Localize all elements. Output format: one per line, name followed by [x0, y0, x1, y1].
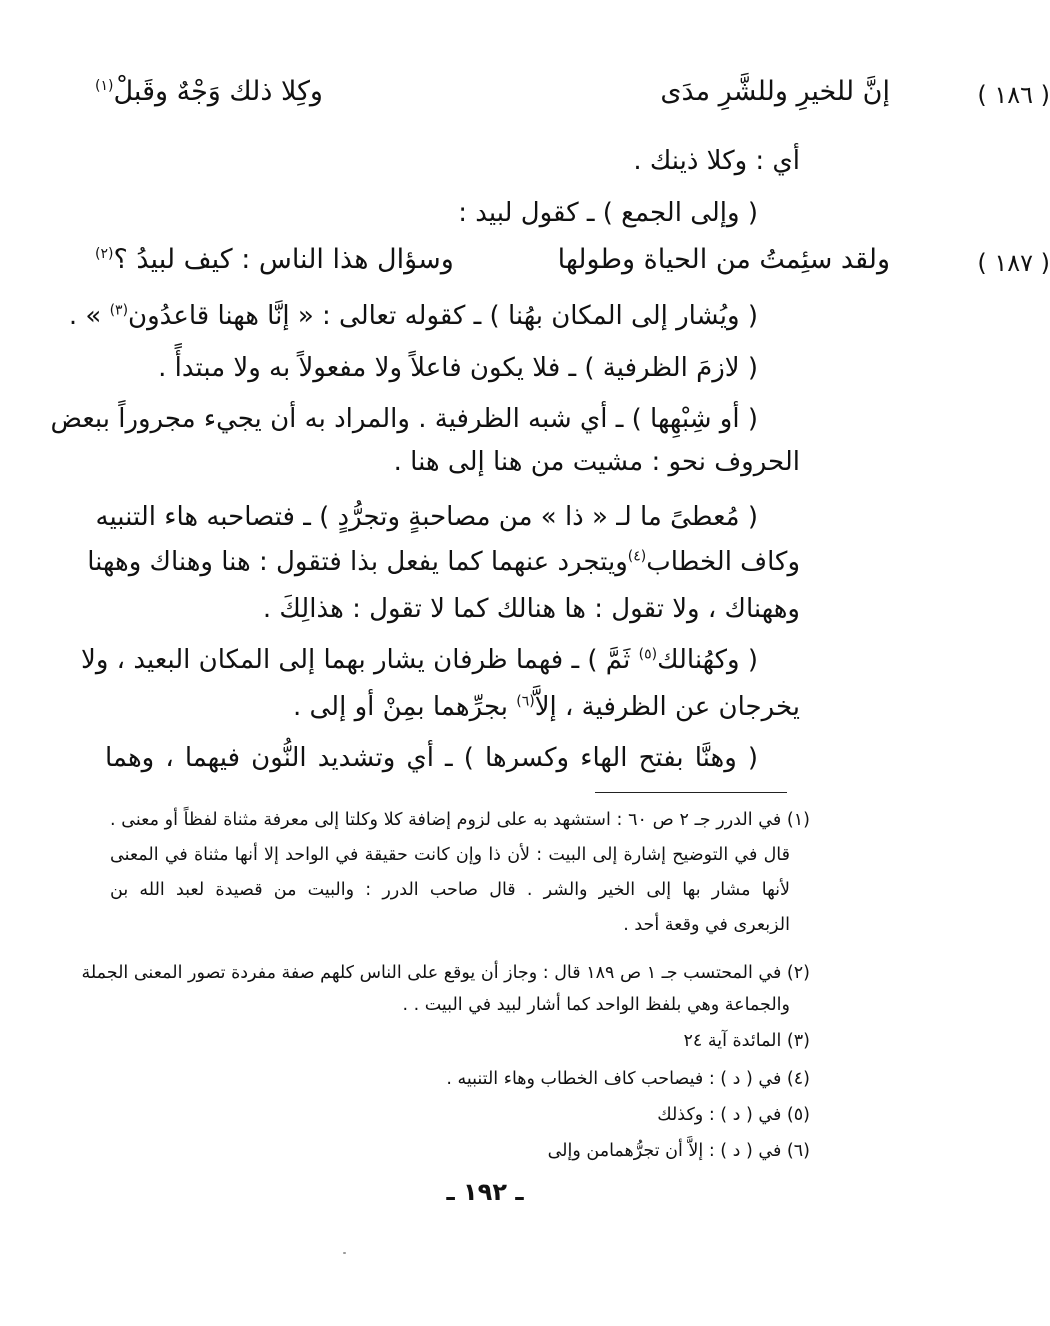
verse-hemistich-right: إنَّ للخيرِ وللشَّرِ مدَى [660, 76, 890, 107]
text-segment: يخرجان عن الظرفية ، إلاَّ [534, 692, 800, 722]
page-number: ـ ١٩٢ ـ [446, 1178, 524, 1206]
text-line: ( وهنَّا بفتح الهاء وكسرها ) ـ أي وتشديد النُّون فيهما ، وهما [105, 743, 758, 773]
verse-number: ( ١٨٦ ) [977, 81, 1050, 109]
text-line: ( وإلى الجمع ) ـ كقول لبيد : [458, 198, 758, 228]
text-line [81, 641, 758, 679]
text-segment: ( وكهُنالك [657, 645, 758, 675]
verse-hemistich-left [95, 244, 454, 275]
text-line: ( أو شِبْهِها ) ـ أي شبه الظرفية . والمراد به أن يجيء مجروراً ببعض [50, 404, 758, 434]
footnote-separator [595, 792, 787, 793]
verse-187 [95, 238, 1050, 288]
text-line: ( مُعطىً ما لـ « ذا » من مصاحبةٍ وتجرُّدٍ ) ـ فتصاحبه هاء التنبيه [95, 502, 758, 532]
footnote-marker: (١) [95, 78, 114, 94]
text-line: ( لازمَ الظرفية ) ـ فلا يكون فاعلاً ولا مفعولاً به ولا مبتدأً . [158, 353, 758, 383]
footnote-line: (٦) في ( د ) : إلاَّ أن تجرُّهمامن وإلى [547, 1141, 810, 1161]
text-segment: بجرِّهما بمِنْ أو إلى . [292, 692, 517, 722]
footnote-line: (٤) في ( د ) : فيصاحب كاف الخطاب وهاء التنبيه . [446, 1069, 810, 1089]
text-segment: ( ويُشار إلى المكان بهُنا ) ـ كقوله تعالى : « إنَّا ههنا قاعدُون [128, 301, 758, 331]
footnote-line: (١) في الدرر جـ ٢ ص ٦٠ : استشهد به على لزوم إضافة كلا وكلتا إلى معرفة مثناة لفظاً أو معنى . [110, 810, 810, 830]
text-line [87, 543, 800, 581]
footnote-line: الزبعرى في وقعة أحد . [623, 915, 790, 935]
footnote-line: والجماعة وهي بلفظ الواحد كما أشار لبيد في البيت . . [402, 995, 790, 1015]
verse-186 [95, 70, 1050, 120]
footnote-line: (٣) المائدة آية ٢٤ [683, 1031, 810, 1051]
footnote-line: (٢) في المحتسب جـ ١ ص ١٨٩ قال : وجاز أن يوقع على الناس كلهم صفة مفردة تصور المعنى الجملة [81, 963, 810, 983]
text-segment: ثَمَّ ) ـ فهما ظرفان يشار بهما إلى المكان البعيد ، ولا [81, 645, 639, 675]
verse-hemistich-left [95, 76, 323, 107]
footnote-marker: (٤) [627, 548, 647, 565]
verse-hemistich-left-text: وسؤال هذا الناس : كيف لبيدُ ؟ [113, 244, 454, 275]
footnote-line: (٥) في ( د ) : وكذلك [657, 1105, 810, 1125]
footnote-marker: (٦) [516, 693, 535, 710]
text-line: الحروف نحو : مشيت من هنا إلى هنا . [393, 447, 800, 477]
text-line: أي : وكلا ذينك . [633, 146, 800, 176]
text-segment: ويتجرد عنهما كما يفعل بذا فتقول : هنا وهناك وههنا [87, 547, 628, 577]
verse-number: ( ١٨٧ ) [977, 249, 1050, 277]
verse-hemistich-left-text: وكِلا ذلك وَجْهٌ وقَبلْ [113, 76, 323, 107]
footnote-marker: (٢) [95, 246, 114, 262]
text-segment: » . [68, 301, 110, 331]
verse-hemistich-right: ولقد سئِمتُ من الحياة وطولها [557, 244, 890, 275]
text-line [68, 297, 758, 335]
footnote-marker: (٣) [109, 302, 129, 319]
text-segment: وكاف الخطاب [646, 547, 800, 577]
footnote-marker: (٥) [638, 646, 658, 663]
scan-speck [343, 1252, 346, 1254]
footnote-line: قال في التوضيح إشارة إلى البيت : لأن ذا وإن كانت حقيقة في الواحد إلا أنها مثناة في المعنى [110, 845, 790, 865]
footnote-line: لأنها مشار بها إلى الخير والشر . قال صاحب الدرر : والبيت من قصيدة لعبد الله بن [110, 880, 790, 900]
text-line: وههناك ، ولا تقول : ها هنالك كما لا تقول : هذالِكَ . [262, 594, 800, 624]
text-line [105, 688, 800, 726]
